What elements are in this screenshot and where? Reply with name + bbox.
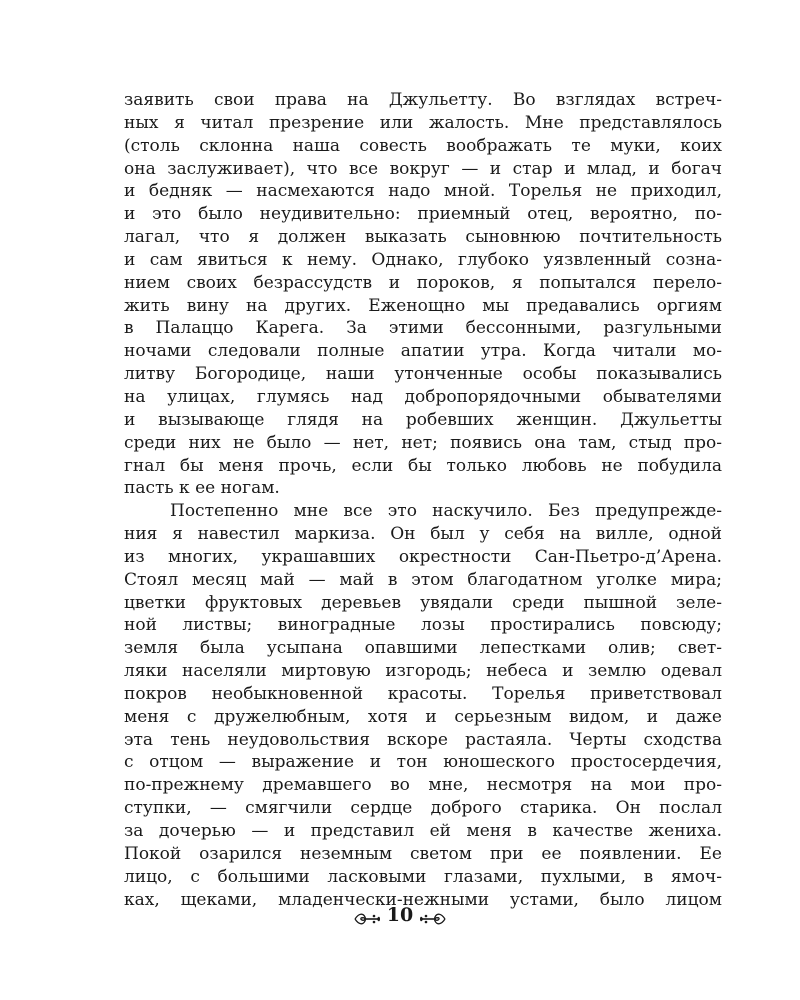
text-line: из многих, украшавших окрестности Сан-Пьетро-д’Арена. [124,546,722,567]
text-line: пасть к ее ногам. [124,478,280,499]
text-line: (столь склонна наша совесть воображать те муки, коих [124,135,722,156]
text-line: гнал бы меня прочь, если бы только любовь не побудила [124,455,722,476]
text-line: в Палаццо Карега. За этими бессонными, разгульными [124,318,722,339]
text-line: лицо, с большими ласковыми глазами, пухлыми, в ямоч- [124,866,722,887]
page-number-footer [0,902,800,927]
text-line: Покой озарился неземным светом при ее появлении. Ее [124,843,722,864]
page-number: 10 [386,904,414,926]
text-line: по-прежнему дремавшего во мне, несмотря на мои про- [124,775,722,796]
fleuron-right-icon [419,908,447,922]
text-line: она заслуживает), что все вокруг — и стар и млад, и богач [124,158,722,179]
text-line: заявить свои права на Джульетту. Во взглядах встреч- [124,90,722,110]
text-line: эта тень неудовольствия вскоре растаяла. Черты сходства [124,729,722,750]
text-line: ступки, — смягчили сердце доброго старика. Он послал [124,798,722,819]
text-line: за дочерью — и представил ей меня в качестве жениха. [124,821,722,841]
text-line: ния я навестил маркиза. Он был у себя на вилле, одной [124,524,722,545]
text-line: на улицах, глумясь над добропорядочными обывателями [124,386,722,407]
text-line: покров необыкновенной красоты. Торелья приветствовал [124,683,722,704]
text-line: земля была усыпана опавшими лепестками олив; свет- [124,638,722,659]
text-line: жить вину на других. Еженощно мы предавались оргиям [124,295,722,316]
paragraph-first-line: Постепенно мне все это наскучило. Без предупрежде- [170,501,722,522]
text-line: Стоял месяц май — май в этом благодатном уголке мира; [124,569,722,590]
text-line: нием своих безрассудств и пороков, я попытался перело- [124,272,722,293]
body-text [124,89,722,911]
text-line: литву Богородице, наши утонченные особы показывались [124,364,722,385]
text-line: ляки населяли миртовую изгородь; небеса и землю одевал [124,661,722,682]
text-line: среди них не было — нет, нет; появись она там, стыд про- [124,432,722,453]
text-line: с отцом — выражение и тон юношеского простосердечия, [124,752,722,773]
text-line: цветки фруктовых деревьев увядали среди пышной зеле- [124,592,722,613]
text-line: ных я читал презрение или жалость. Мне представлялось [124,112,722,133]
text-line: и бедняк — насмехаются надо мной. Торелья не приходил, [124,181,722,202]
text-line: лагал, что я должен выказать сыновнюю почтительность [124,227,722,248]
fleuron-left-icon [353,908,381,922]
text-line: и это было неудивительно: приемный отец, вероятно, по- [124,204,722,225]
text-line: меня с дружелюбным, хотя и серьезным видом, и даже [124,706,722,727]
text-line: и вызывающе глядя на робевших женщин. Джульетты [124,409,722,430]
text-line: ках, щеками, младенчески-нежными устами, было лицом [124,889,722,910]
text-line: и сам явиться к нему. Однако, глубоко уязвленный созна- [124,249,722,270]
text-line: ночами следовали полные апатии утра. Когда читали мо- [124,341,722,362]
text-line: ной листвы; виноградные лозы простирались повсюду; [124,615,722,636]
